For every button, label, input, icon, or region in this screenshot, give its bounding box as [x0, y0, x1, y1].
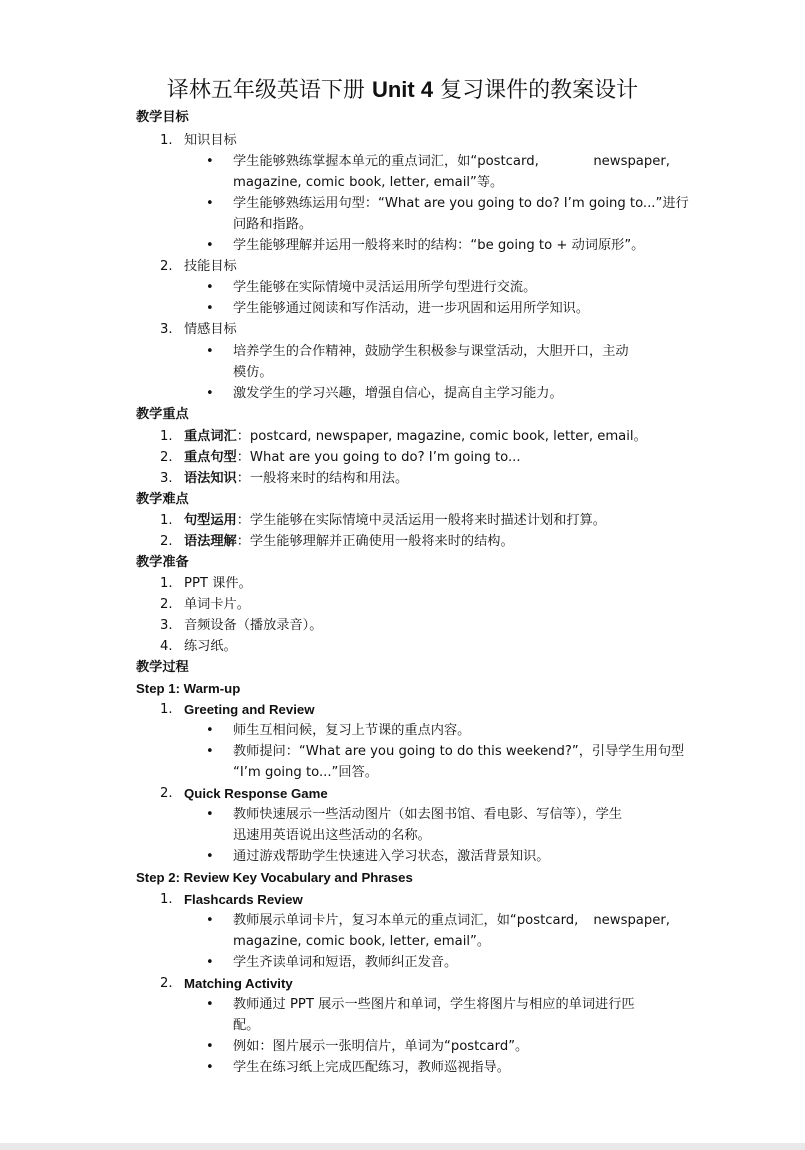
list-item	[184, 532, 514, 552]
list-item: 例如：图片展示一张明信片，单词为“postcard”。	[233, 1039, 529, 1054]
list-item-continuation: 模仿。	[233, 365, 273, 380]
list-item: 学生能够在实际情境中灵活运用所学句型进行交流。	[233, 280, 537, 295]
bullet-icon: •	[206, 955, 214, 970]
list-number: 1.	[160, 892, 173, 907]
list-number: 2.	[160, 450, 173, 465]
bullet-icon: •	[206, 997, 214, 1012]
list-item-label: 重点句型	[184, 450, 237, 465]
subheading-quick-response: Quick Response Game	[184, 786, 328, 801]
section-heading-objectives: 教学目标	[136, 110, 189, 125]
list-item-text: newspaper,	[593, 154, 670, 169]
bullet-icon: •	[206, 1060, 214, 1075]
bullet-icon: •	[206, 301, 214, 316]
list-item-continuation: 问路和指路。	[233, 217, 313, 232]
bullet-icon: •	[206, 807, 214, 822]
list-item: 学生能够熟练运用句型：“What are you going to do? I’m going to...”进行	[233, 196, 689, 211]
bullet-icon: •	[206, 913, 214, 928]
section-heading-difficulties: 教学难点	[136, 492, 189, 507]
bullet-icon: •	[206, 1039, 214, 1054]
list-number: 3.	[160, 322, 173, 337]
list-item: 培养学生的合作精神，鼓励学生积极参与课堂活动，大胆开口，主动	[233, 344, 629, 359]
bullet-icon: •	[206, 154, 214, 169]
list-item-text: ：一般将来时的结构和用法。	[236, 471, 409, 486]
list-number: 2.	[160, 976, 173, 991]
list-number: 1.	[160, 513, 173, 528]
list-item: 单词卡片。	[184, 597, 250, 612]
list-number: 2.	[160, 597, 173, 612]
bullet-icon: •	[206, 744, 214, 759]
list-item-text: newspaper,	[593, 913, 670, 928]
list-item: 教师提问：“What are you going to do this weekend?”，引导学生用句型	[233, 744, 685, 759]
list-item	[184, 511, 606, 531]
list-item: 学生能够理解并运用一般将来时的结构：“be going to + 动词原形”。	[233, 238, 645, 253]
list-item-continuation: 迅速用英语说出这些活动的名称。	[233, 828, 431, 843]
title-unit: Unit 4	[371, 77, 434, 102]
list-item	[233, 911, 670, 931]
list-item-text: ：postcard, newspaper, magazine, comic book, letter, email。	[236, 429, 647, 444]
list-number: 1.	[160, 133, 173, 148]
list-item: 师生互相问候，复习上节课的重点内容。	[233, 723, 471, 738]
list-item	[233, 152, 670, 172]
list-number: 1.	[160, 702, 173, 717]
list-item	[184, 448, 521, 468]
list-number: 3.	[160, 618, 173, 633]
subheading-greeting: Greeting and Review	[184, 702, 315, 717]
list-number: 1.	[160, 429, 173, 444]
list-item: 教师快速展示一些活动图片（如去图书馆、看电影、写信等），学生	[233, 807, 623, 822]
section-heading-process: 教学过程	[136, 660, 189, 675]
page-bottom-edge	[0, 1143, 805, 1150]
subheading-flashcards: Flashcards Review	[184, 892, 303, 907]
list-item-continuation: “I’m going to...”回答。	[233, 765, 378, 780]
subheading-knowledge: 知识目标	[184, 133, 237, 148]
subheading-matching: Matching Activity	[184, 976, 293, 991]
list-item: 学生在练习纸上完成匹配练习，教师巡视指导。	[233, 1060, 510, 1075]
step-heading: Step 2: Review Key Vocabulary and Phrases	[136, 870, 413, 885]
list-item-continuation: magazine, comic book, letter, email”。	[233, 934, 491, 949]
list-item-continuation: 配。	[233, 1018, 260, 1033]
list-item: 学生能够通过阅读和写作活动，进一步巩固和运用所学知识。	[233, 301, 590, 316]
step-heading: Step 1: Warm-up	[136, 681, 241, 696]
subheading-skills: 技能目标	[184, 259, 237, 274]
bullet-icon: •	[206, 238, 214, 253]
page-title	[0, 76, 805, 105]
title-suffix: 复习课件的教案设计	[440, 78, 639, 103]
list-number: 2.	[160, 786, 173, 801]
bullet-icon: •	[206, 196, 214, 211]
bullet-icon: •	[206, 723, 214, 738]
list-item-text: 学生能够熟练掌握本单元的重点词汇，如“postcard,	[233, 154, 539, 169]
bullet-icon: •	[206, 386, 214, 401]
list-item: 通过游戏帮助学生快速进入学习状态，激活背景知识。	[233, 849, 550, 864]
list-item-text: ：学生能够理解并正确使用一般将来时的结构。	[236, 534, 514, 549]
section-heading-preparation: 教学准备	[136, 555, 189, 570]
list-item-label: 语法理解	[184, 534, 237, 549]
list-item-label: 重点词汇	[184, 429, 237, 444]
list-item	[184, 469, 408, 489]
subheading-emotion: 情感目标	[184, 322, 237, 337]
list-number: 2.	[160, 259, 173, 274]
list-number: 3.	[160, 471, 173, 486]
list-item: 教师通过 PPT 展示一些图片和单词，学生将图片与相应的单词进行匹	[233, 997, 635, 1012]
list-item: 练习纸。	[184, 639, 237, 654]
list-item-label: 语法知识	[184, 471, 237, 486]
list-item: 音频设备（播放录音）。	[184, 618, 323, 633]
bullet-icon: •	[206, 344, 214, 359]
section-heading-key-points: 教学重点	[136, 407, 189, 422]
list-item: PPT 课件。	[184, 576, 252, 591]
list-item-continuation: magazine, comic book, letter, email”等。	[233, 175, 504, 190]
list-number: 4.	[160, 639, 173, 654]
list-item: 激发学生的学习兴趣，增强自信心，提高自主学习能力。	[233, 386, 563, 401]
list-item-text: 教师展示单词卡片，复习本单元的重点词汇，如“postcard,	[233, 913, 579, 928]
list-number: 1.	[160, 576, 173, 591]
bullet-icon: •	[206, 280, 214, 295]
list-item-text: ：What are you going to do? I’m going to...	[236, 450, 521, 465]
title-prefix: 译林五年级英语下册	[166, 78, 365, 103]
list-item-label: 句型运用	[184, 513, 237, 528]
list-item-text: ：学生能够在实际情境中灵活运用一般将来时描述计划和打算。	[236, 513, 606, 528]
list-item: 学生齐读单词和短语，教师纠正发音。	[233, 955, 458, 970]
list-number: 2.	[160, 534, 173, 549]
bullet-icon: •	[206, 849, 214, 864]
list-item	[184, 427, 647, 447]
